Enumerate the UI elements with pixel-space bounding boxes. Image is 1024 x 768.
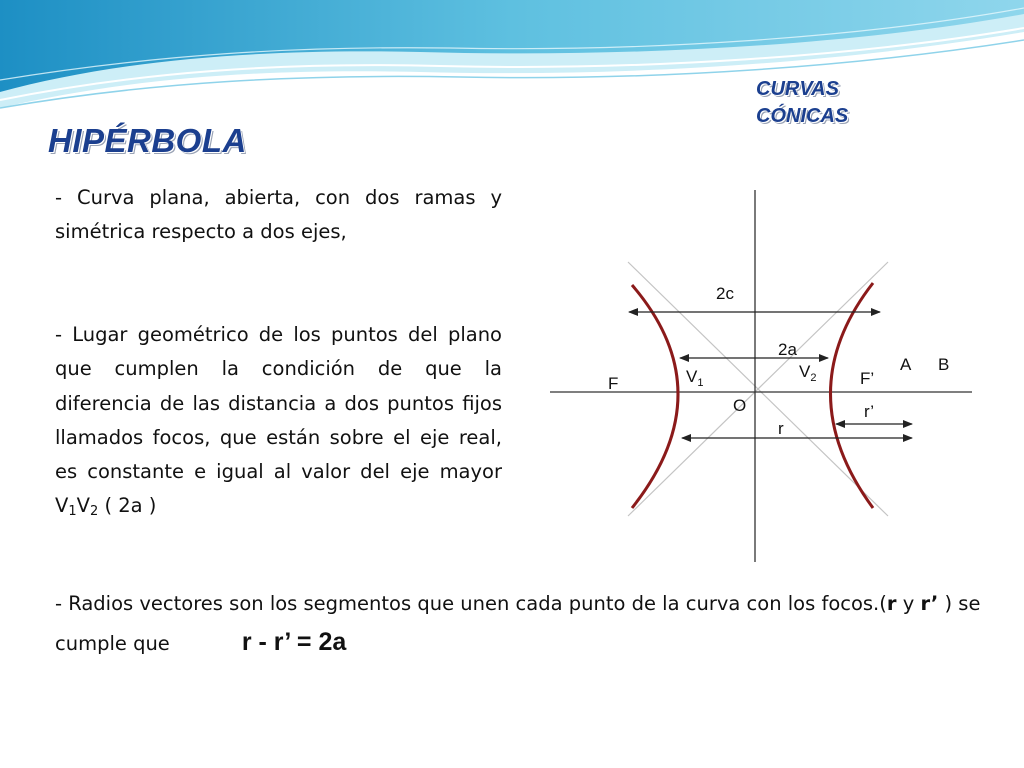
section-title-line-2: CÓNICAS [756,105,849,127]
label-V1 [686,367,703,389]
radius-text-end: ) se cumple que [55,592,981,655]
hyperbola-branches [632,283,873,508]
r-bold: r [886,592,897,615]
label-r: r [778,419,784,438]
label-A: A [900,355,912,374]
asymptotes [628,262,888,516]
subscript-2: 2 [89,504,99,520]
section-title-line-1: CURVAS [756,78,839,100]
label-V2-main: V [799,362,811,381]
rprime-bold: r’ [920,592,939,615]
label-F: F [608,374,619,393]
label-O: O [733,396,747,415]
locus-text-end: ( 2a ) [98,494,157,518]
formula: r - r’ = 2a [241,628,347,656]
label-2a: 2a [778,340,797,359]
label-r-prime: r’ [864,402,875,421]
label-V1-sub: 1 [697,377,704,389]
radius-text: - Radios vectores son los segmentos que unen cada punto de la curva con los focos.( [55,592,887,615]
subscript-1: 1 [68,504,77,520]
locus-text: - Lugar geométrico de los puntos del plano que cumplen la condición de que la diferencia de las distancia a dos puntos fijos llamados focos, que están sobre el eje real, es constante e igual al valor del eje mayor V [55,323,502,518]
page-title: HIPÉRBOLA [48,122,247,159]
label-B: B [938,355,950,374]
label-V2 [799,362,816,384]
label-F-prime: F’ [860,369,875,388]
v2-letter: V [76,494,90,518]
label-2c: 2c [716,284,734,303]
label-V1-main: V [686,367,698,386]
y-text: y [896,592,921,615]
paragraph-definition-curve: - Curva plana, abierta, con dos ramas y simétrica respecto a dos ejes, [55,186,502,244]
label-V2-sub: 2 [810,372,817,384]
right-branch [831,283,874,508]
